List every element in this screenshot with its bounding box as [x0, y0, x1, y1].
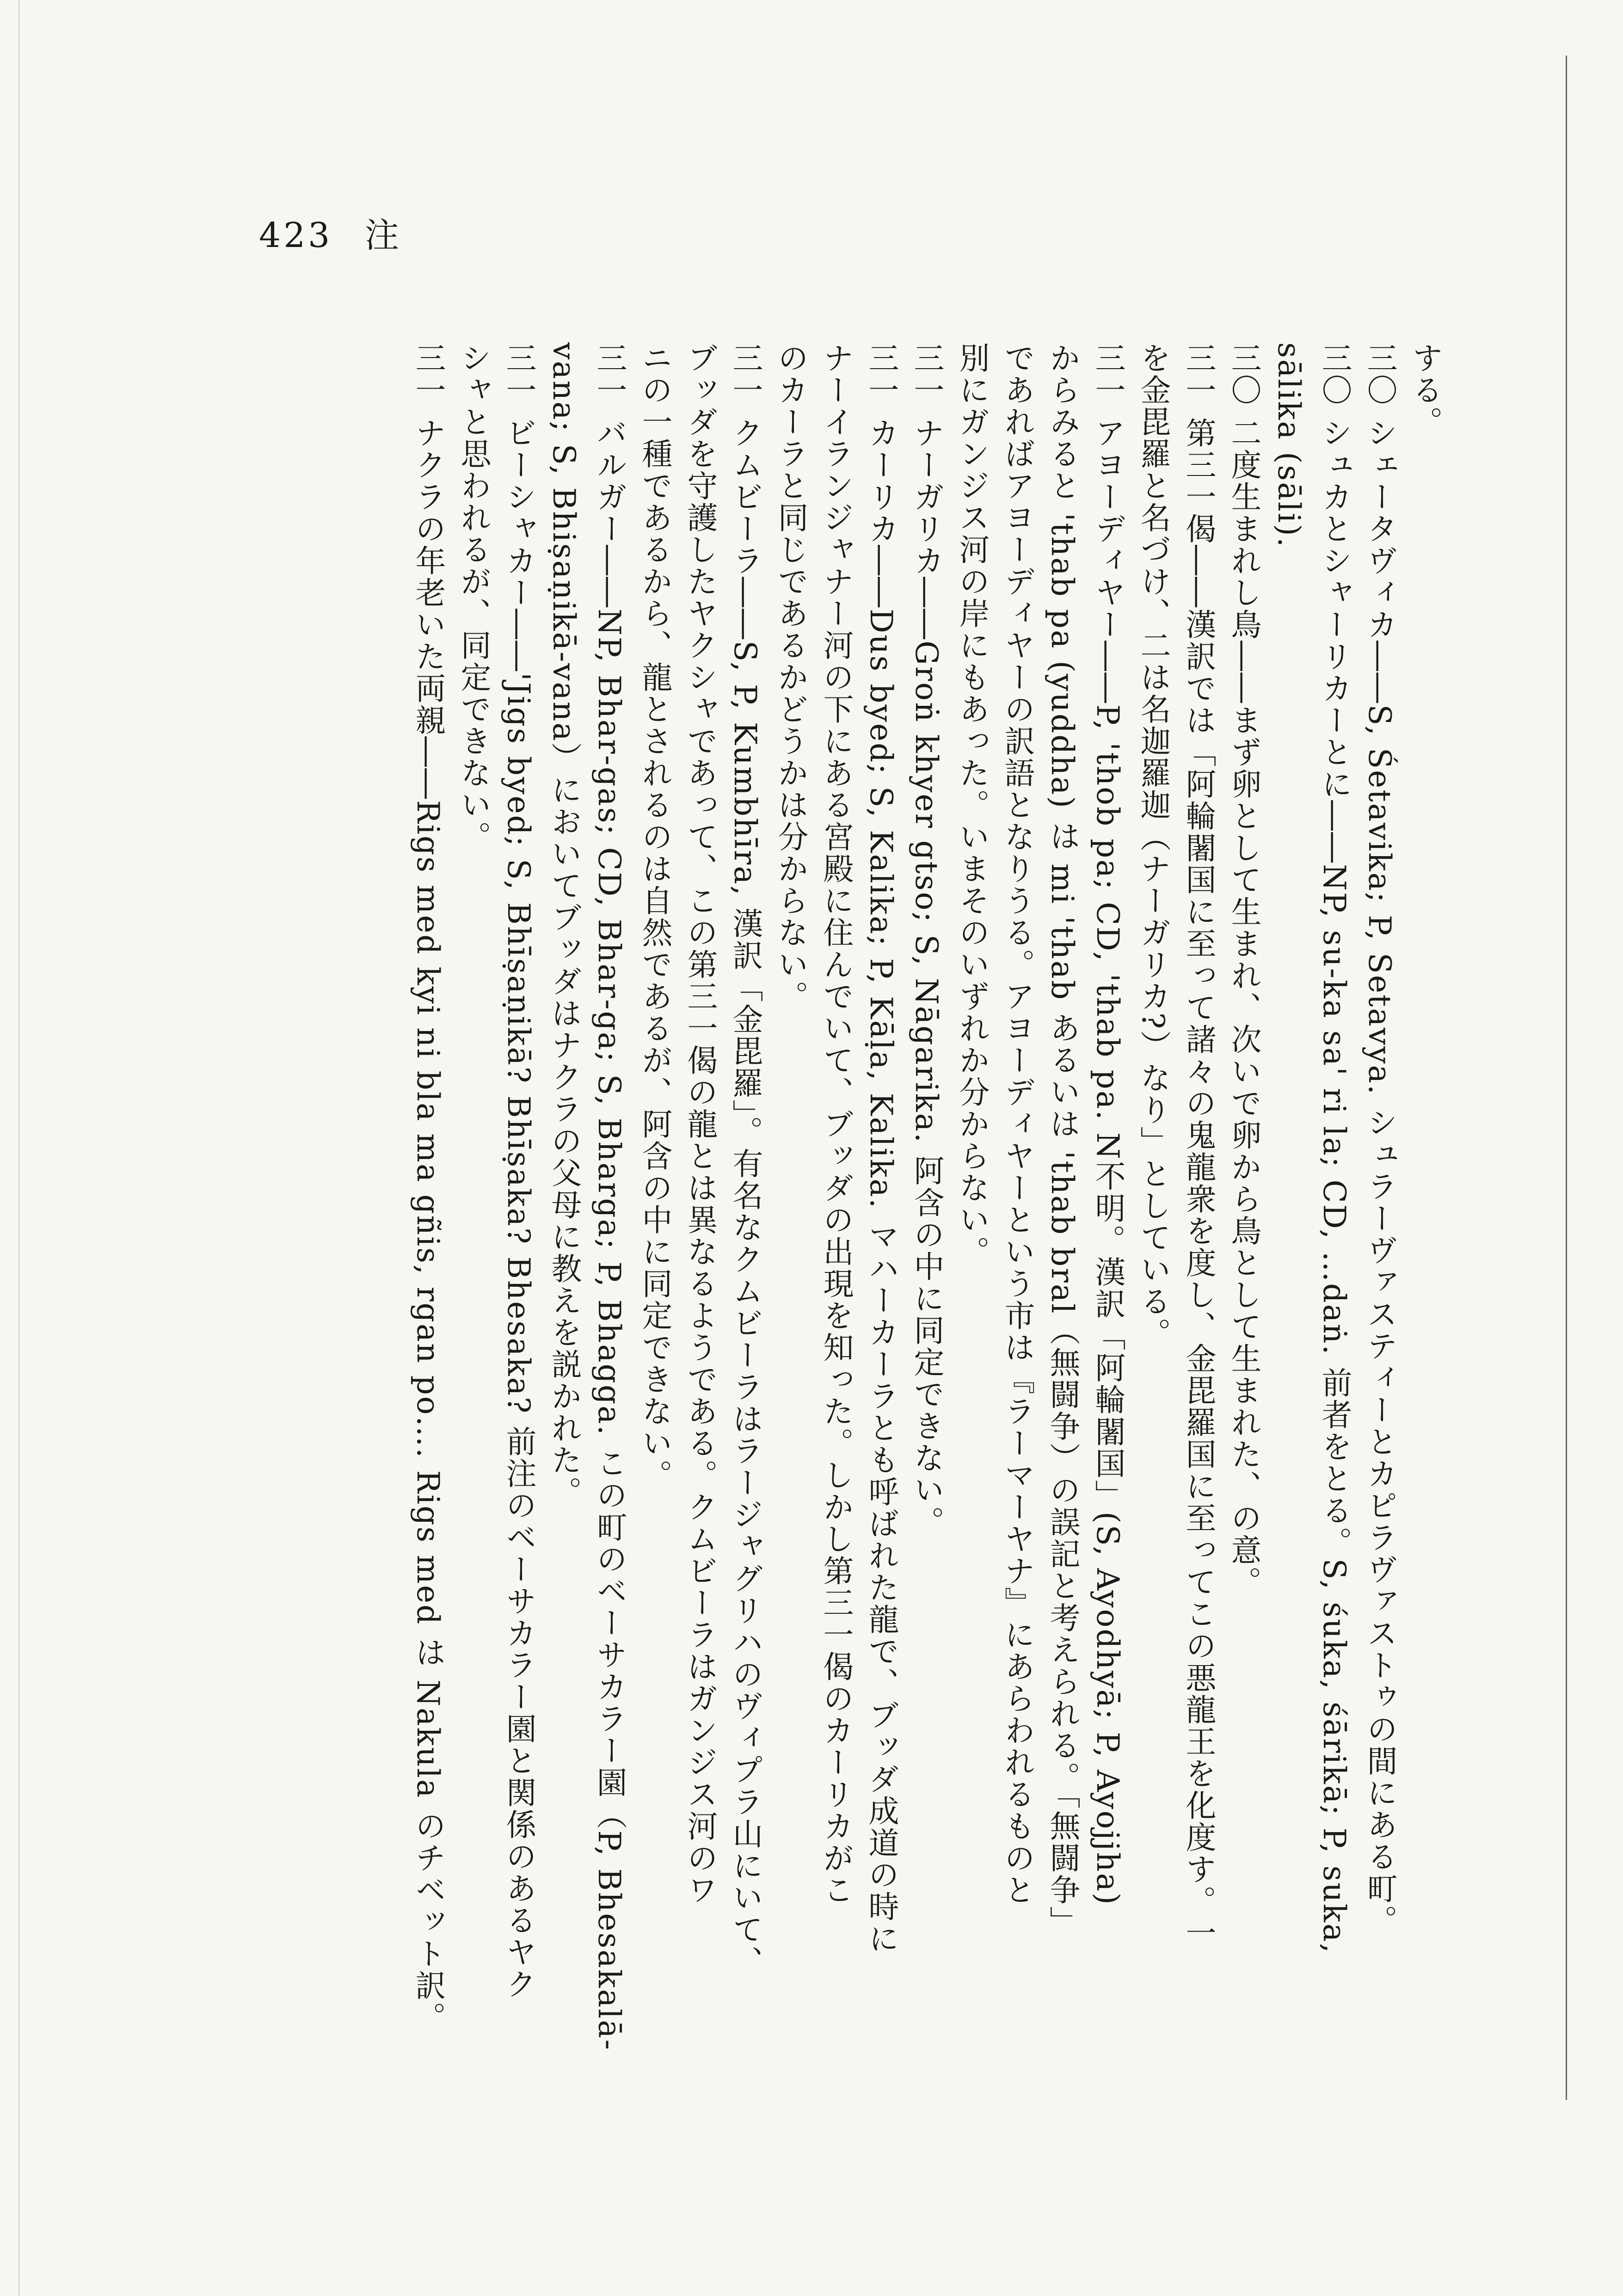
text-line: 三一 クムビーラ――S, P, Kumbhīra, 漢訳「金毘羅」。有名なクムビーラはラージャグリハのヴィプラ山にいて、 — [727, 342, 763, 1978]
text-line: からみると 'thab pa (yuddha) は mi 'thab あるいは 'thab bral（無闘争）の誤記と考えられる。「無闘争」 — [1045, 342, 1080, 1938]
text-line: 三〇 二度生まれし鳥――まず卵として生まれ、次いで卵から鳥として生まれた、の意。 — [1226, 342, 1261, 1598]
text-line: を金毘羅と名づけ、二は名迦羅迦（ナーガリカ?）なり」としている。 — [1135, 342, 1171, 1350]
text-line: であればアヨーディヤーの訳語となりうる。アヨーディヤーという市は『ラーマーヤナ』にあらわれるものと — [999, 342, 1035, 1906]
text-line: ニの一種であるから、龍とされるのは自然であるが、阿含の中に同定できない。 — [637, 342, 672, 1491]
text-line: 三〇 シェータヴィカ――S, Śetavika; P, Setavya. シュラーヴァスティーとカピラヴァストゥの間にある町。 — [1362, 342, 1397, 1937]
text-line: 三一 アヨーディヤー――P, 'thob pa; CD, 'thab pa. N不明。漢訳「阿輪闍国」(S, Ayodhyā; P, Ayojjha) — [1090, 342, 1125, 1906]
binding-edge — [18, 0, 19, 2296]
page-header — [259, 208, 420, 257]
text-line: 三一 ナーガリカ――Groṅ khyer gtso; S, Nāgarika. 阿含の中に同定できない。 — [909, 342, 944, 1538]
page-title: 注 — [364, 216, 402, 255]
text-line: vana; S, Bhiṣaṇikā-vana）においてブッダはナクラの父母に教えを説かれた。 — [546, 342, 582, 1508]
text-line: する。 — [1407, 342, 1443, 438]
text-line: 三一 ビーシャカー――'Jigs byed; S, Bhīṣaṇikā? Bhīṣaka? Bhesaka? 前注のベーサカラー園と関係のあるヤク — [501, 342, 536, 2000]
text-line: 三〇 シュカとシャーリカーとに――NP, su-ka sa' ri la; CD, …daṅ. 前者をとる。S, śuka, śārikā; P, suka, — [1316, 342, 1352, 1955]
text-line: ブッダを守護したヤクシャであって、この第三一偈の龍とは異なるようである。クムビーラはガンジス河のワ — [682, 342, 718, 1906]
text-line: ナーイランジャナー河の下にある宮殿に住んでいて、ブッダの出現を知った。しかし第三一偈のカーリカがこ — [818, 342, 854, 1906]
text-line: 三一 ナクラの年老いた両親――Rigs med kyi ni bla ma gñis, rgan po…. Rigs med は Nakula のチベット訳。 — [410, 342, 446, 2034]
text-line: のカーラと同じであるかどうかは分からない。 — [773, 342, 808, 1012]
text-line: 三一 第三一偈――漢訳では「阿輪闍国に至って諸々の鬼龍衆を度し、金毘羅国に至ってこの悪龍王を化度す。一 — [1180, 342, 1216, 1949]
text-line: シャと思われるが、同定できない。 — [455, 342, 491, 853]
text-line: sālika (sāli). — [1271, 342, 1307, 549]
text-line: 三一 カーリカ――Dus byed; S, Kalika; P, Kāḷa, Kalika. マハーカーラとも呼ばれた龍で、ブッダ成道の時に — [863, 342, 899, 1955]
page-number: 423 — [259, 216, 333, 255]
margin-rule — [1566, 56, 1567, 2100]
text-line: 別にガンジス河の岸にもあった。いまそのいずれか分からない。 — [954, 342, 990, 1268]
notes-body — [208, 342, 1447, 2179]
text-line: 三一 バルガー――NP, Bhar-gas; CD, Bhar-ga; S, Bharga; P, Bhagga. この町のベーサカラー園（P, Bhesakalā- — [591, 342, 627, 2051]
